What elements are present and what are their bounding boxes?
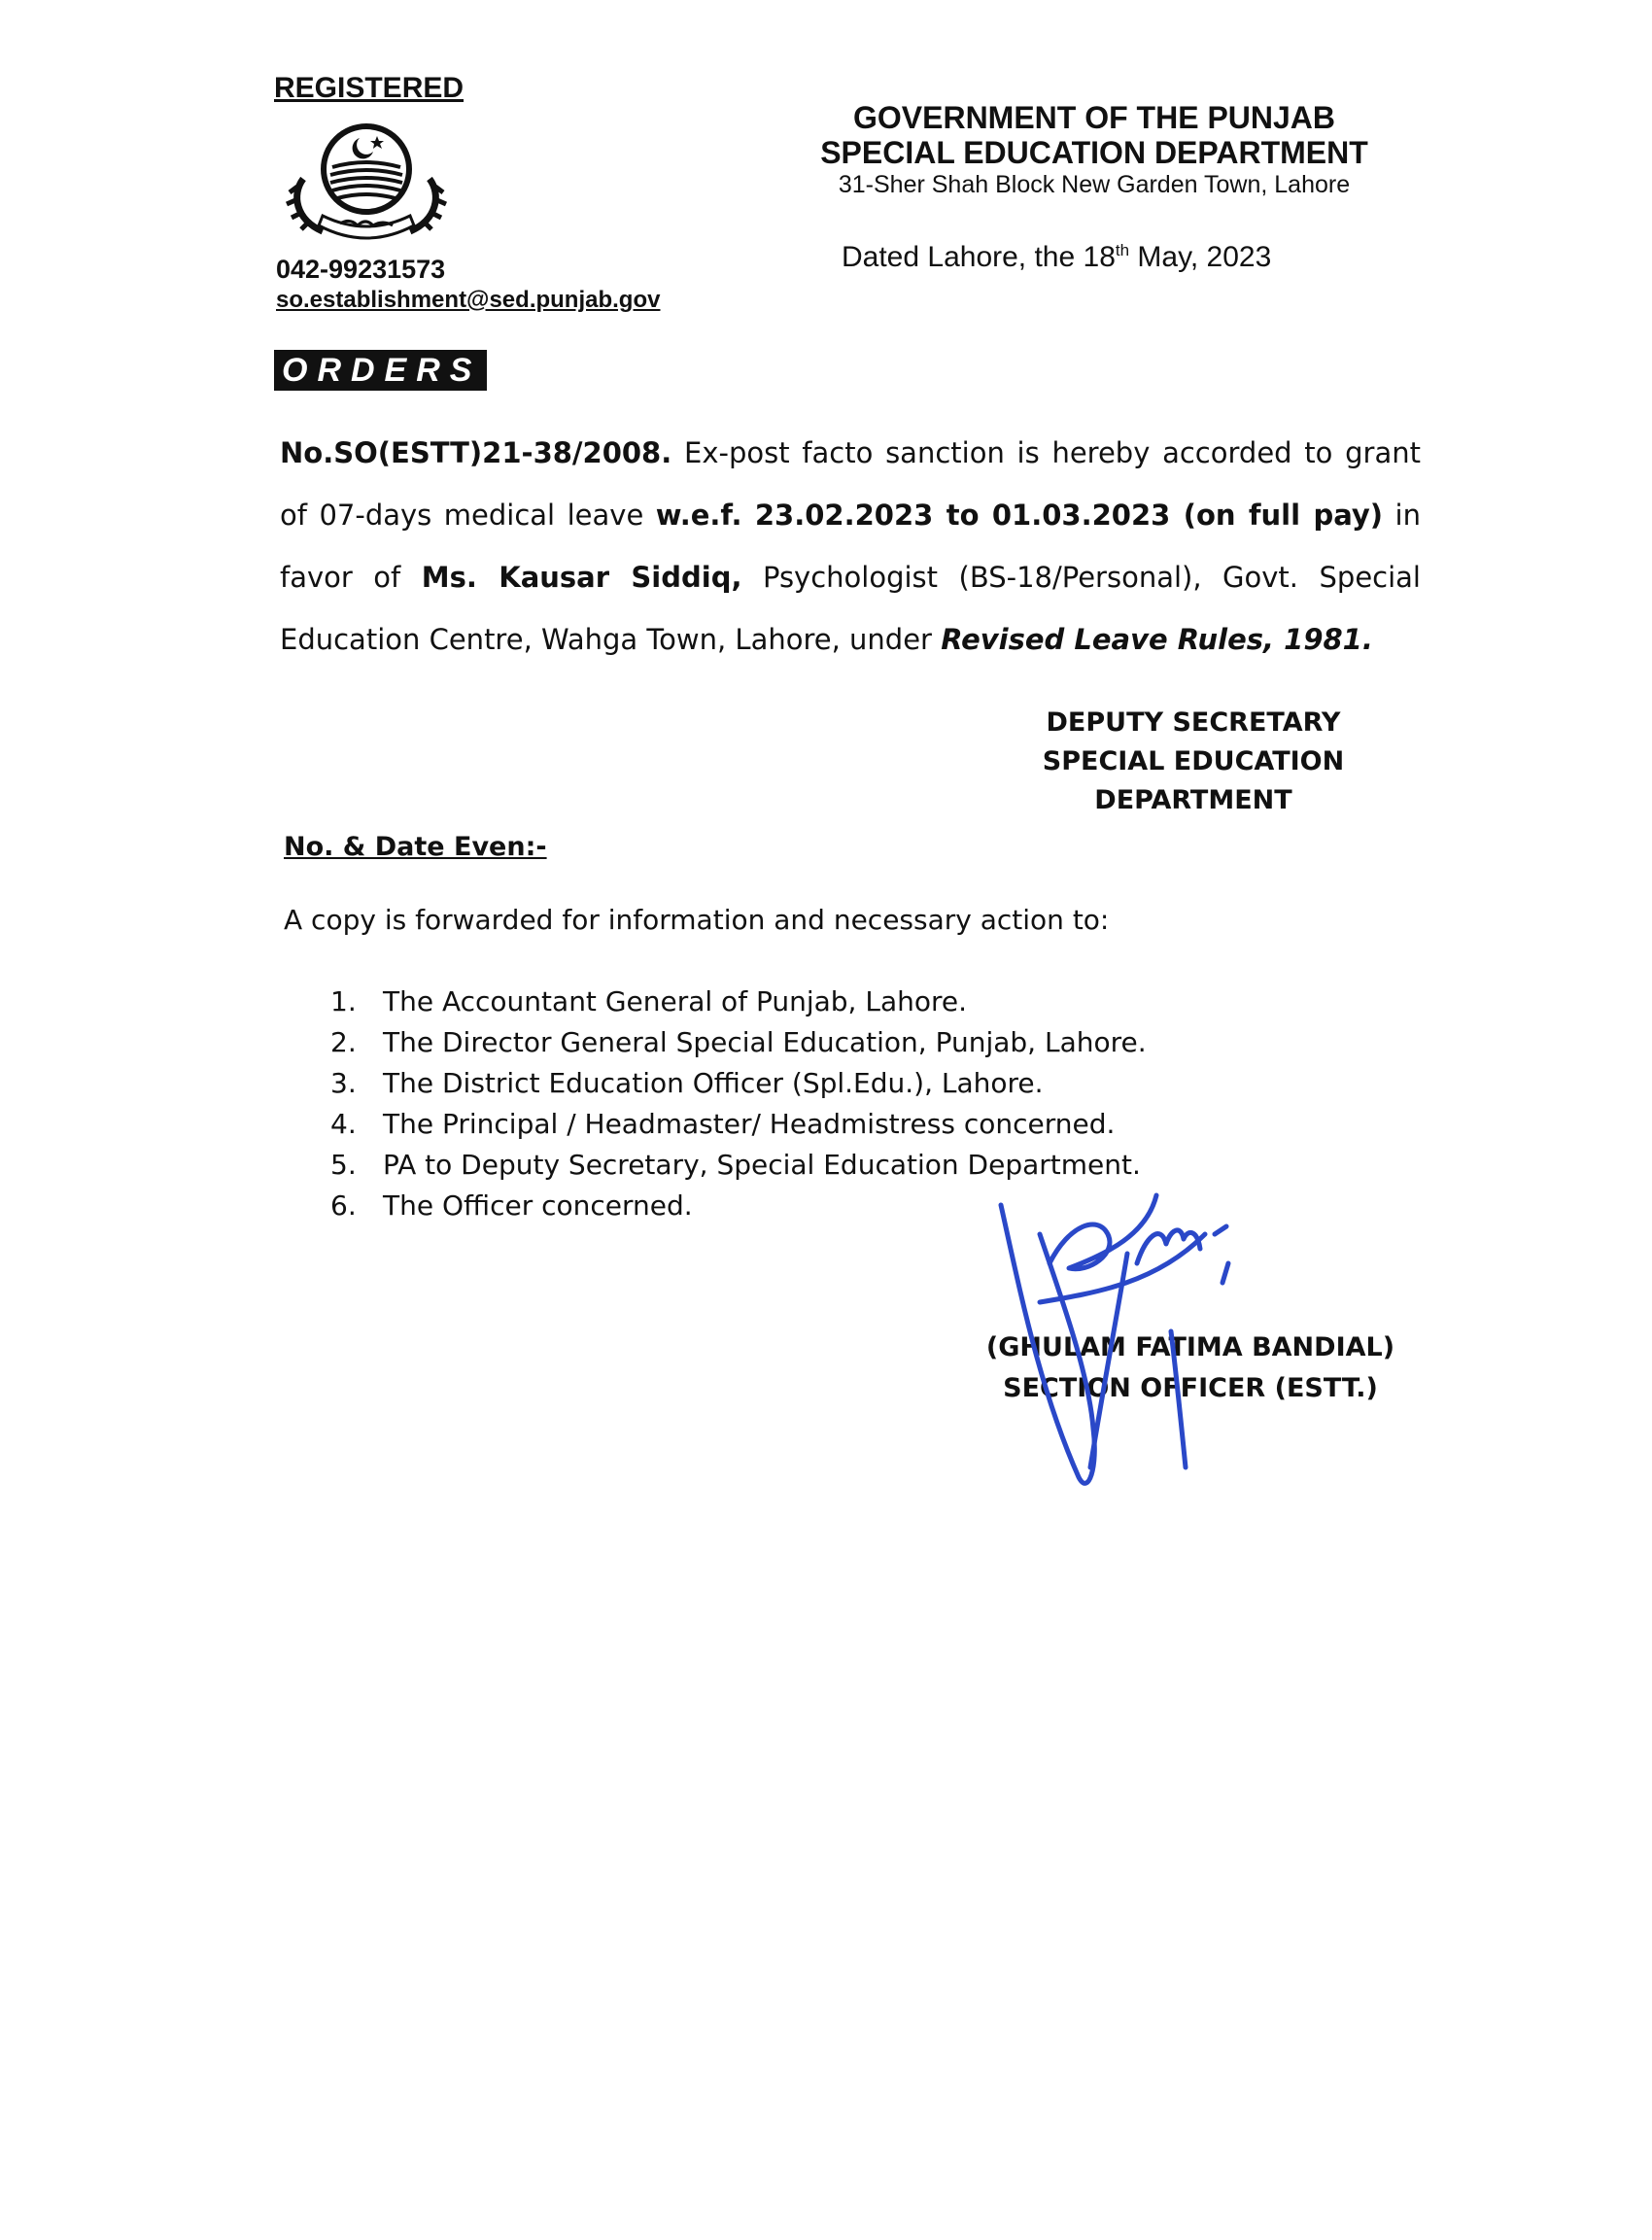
list-text: PA to Deputy Secretary, Special Education Department. xyxy=(383,1149,1141,1181)
list-number: 1. xyxy=(330,985,357,1017)
letterhead xyxy=(803,101,1386,198)
registered-label: REGISTERED xyxy=(274,72,465,104)
order-text-2: in favor of xyxy=(280,499,1421,594)
list-item xyxy=(330,1063,1147,1104)
list-number: 4. xyxy=(330,1108,357,1140)
punjab-seal-logo xyxy=(284,119,449,245)
order-paragraph xyxy=(280,422,1421,671)
deputy-line: DEPARTMENT xyxy=(1094,785,1292,815)
department-title: SPECIAL EDUCATION DEPARTMENT xyxy=(820,134,1368,170)
handwritten-signature xyxy=(981,1176,1273,1506)
signatory-designation: SECTION OFFICER (ESTT.) xyxy=(1003,1373,1378,1403)
list-text: The Officer concerned. xyxy=(383,1189,693,1222)
list-text: The Accountant General of Punjab, Lahore. xyxy=(383,985,968,1017)
government-title: GOVERNMENT OF THE PUNJAB xyxy=(852,100,1336,135)
deputy-secretary-block xyxy=(1020,704,1366,820)
date-suffix: May, 2023 xyxy=(1129,241,1272,273)
list-number: 3. xyxy=(330,1067,357,1099)
number-date-even: No. & Date Even:- xyxy=(284,832,547,862)
date-prefix: Dated Lahore, the 18 xyxy=(842,241,1116,273)
order-text-3: Psychologist (BS-18/Personal), Govt. Special Education Centre, Wahga Town, Lahore, under xyxy=(280,561,1421,656)
list-text: The Principal / Headmaster/ Headmistress concerned. xyxy=(383,1108,1116,1140)
date-line xyxy=(842,241,1271,274)
email-address: so.establishment@sed.punjab.gov xyxy=(276,287,661,313)
deputy-line: DEPUTY SECRETARY xyxy=(1046,707,1341,738)
forward-text: A copy is forwarded for information and necessary action to: xyxy=(284,904,1110,936)
department-address: 31-Sher Shah Block New Garden Town, Lahore xyxy=(838,170,1351,198)
list-number: 6. xyxy=(330,1189,357,1222)
employee-name: Ms. Kausar Siddiq, xyxy=(421,561,742,594)
order-text-1: Ex-post facto sanction is hereby accorded to grant of 07-days medical leave xyxy=(280,436,1421,532)
orders-heading: ORDERS xyxy=(274,350,487,391)
order-number: No.SO(ESTT)21-38/2008. xyxy=(280,436,672,469)
list-item xyxy=(330,1104,1147,1145)
leave-rules: Revised Leave Rules, 1981. xyxy=(941,623,1373,656)
deputy-line: SPECIAL EDUCATION xyxy=(1042,746,1345,776)
list-text: The District Education Officer (Spl.Edu.), Lahore. xyxy=(383,1067,1044,1099)
list-text: The Director General Special Education, Punjab, Lahore. xyxy=(383,1026,1147,1058)
list-number: 5. xyxy=(330,1149,357,1181)
list-number: 2. xyxy=(330,1026,357,1058)
signatory-name: (GHULAM FATIMA BANDIAL) xyxy=(985,1332,1395,1362)
leave-period: w.e.f. 23.02.2023 to 01.03.2023 (on full pay) xyxy=(655,499,1384,532)
list-item xyxy=(330,982,1147,1022)
list-item xyxy=(330,1022,1147,1063)
phone-number: 042-99231573 xyxy=(276,255,446,284)
date-superscript: th xyxy=(1115,241,1130,259)
